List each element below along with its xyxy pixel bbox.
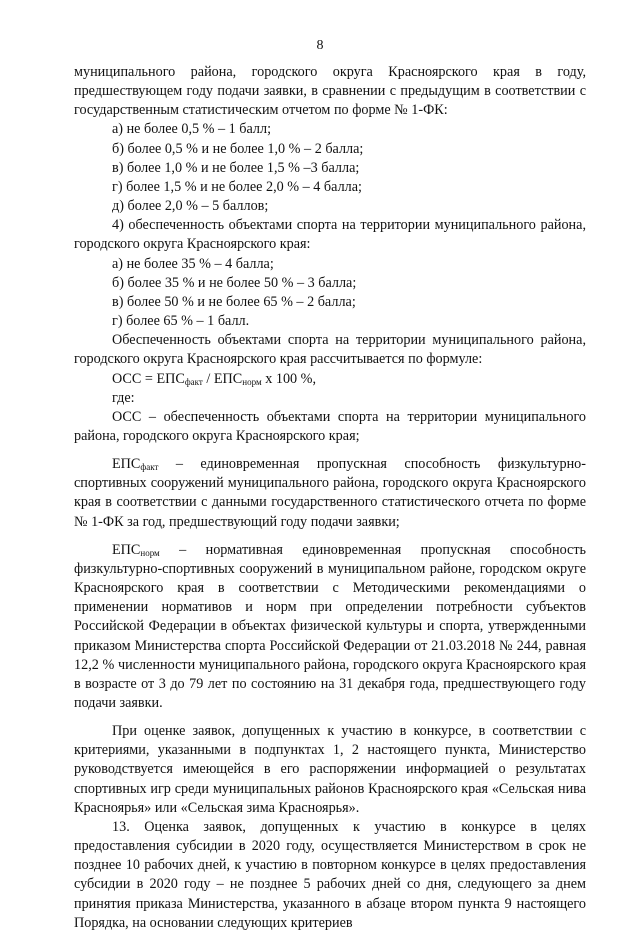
paragraph-intro: муниципального района, городского округа Красноярского края в году, предшествующем году подачи заявки, в сравнении с предыдущим в соответствии с государственным статистическим отчетом по форме № 1-ФК: — [74, 64, 586, 119]
list-item-g-2: г) более 65 % – 1 балл. — [112, 313, 250, 330]
definition-osc: ОСС – обеспеченность объектами спорта на территории муниципального района, городского округа Красноярского края; — [74, 408, 586, 444]
definition-eps-fact — [74, 455, 586, 532]
formula-mid: / ЕПС — [202, 370, 243, 387]
list-item-d-1: д) более 2,0 % – 5 баллов; — [112, 198, 269, 215]
page-number: 8 — [316, 38, 324, 53]
definition-eps-norm — [74, 541, 586, 713]
spacer — [74, 532, 586, 541]
formula-rhs: х 100 %, — [261, 370, 317, 387]
spacer — [74, 446, 586, 455]
list-item-b-1: б) более 0,5 % и не более 1,0 % – 2 балла; — [112, 140, 364, 157]
eps-norm-subscript: норм — [140, 547, 160, 558]
document-body — [74, 63, 586, 933]
eps-fact-symbol: ЕПС — [112, 456, 141, 473]
formula-subscript-norm: норм — [242, 376, 262, 387]
eps-fact-text: – единовременная пропускная способность физкультурно-спортивных сооружений муниципального района, городского округа Красноярского края в соответствии с данными государственного статистического отчета по форме № 1-ФК за год, предшествующий году подачи заявки; — [74, 456, 586, 530]
spacer — [74, 713, 586, 722]
paragraph-13: 13. Оценка заявок, допущенных к участию в конкурсе в целях предоставления субсидии в 2020 году, осуществляется Министерством в срок не позднее 10 рабочих дней, к участию в повторном конкурсе в целях предоставления субсидии в 2020 году – не позднее 5 рабочих дней со дня, следующего за днем принятия приказа Министерства, указанного в абзаце втором пункта 9 настоящего Порядка, на основании следующих критериев — [74, 818, 586, 931]
where-label: где: — [112, 389, 135, 406]
formula-lhs: ОСС = ЕПС — [112, 370, 185, 387]
list-item-v-2: в) более 50 % и не более 65 % – 2 балла; — [112, 293, 356, 310]
eps-fact-subscript: факт — [140, 462, 159, 473]
list-item-b-2: б) более 35 % и не более 50 % – 3 балла; — [112, 274, 357, 291]
eps-norm-symbol: ЕПС — [112, 541, 141, 558]
formula — [74, 370, 586, 389]
list-item-a-2: а) не более 35 % – 4 балла; — [112, 255, 274, 272]
list-item-a-1: а) не более 0,5 % – 1 балл; — [112, 121, 272, 138]
criterion-4: 4) обеспеченность объектами спорта на территории муниципального района, городского округа Красноярского края: — [74, 217, 586, 253]
list-item-v-1: в) более 1,0 % и не более 1,5 % –3 балла; — [112, 159, 360, 176]
paragraph-assessment: При оценке заявок, допущенных к участию в конкурсе, в соответствии с критериями, указанными в подпунктах 1, 2 настоящего пункта, Министерство руководствуется имеющейся в его распоряжении информацией о результатах спортивных игр среди муниципальных районов Красноярского края «Сельская нива Красноярья» или «Сельская зима Красноярья». — [74, 723, 586, 816]
list-item-g-1: г) более 1,5 % и не более 2,0 % – 4 балла; — [112, 178, 362, 195]
paragraph-osc-intro: Обеспеченность объектами спорта на территории муниципального района, городского округа Красноярского края рассчитывается по формуле: — [74, 332, 586, 368]
formula-subscript-fact: факт — [184, 376, 203, 387]
eps-norm-text: – нормативная единовременная пропускная способность физкультурно-спортивных сооружений в муниципальном районе, городском округе Красноярского края в соответствии с Методическими рекомендациями о применении нормативов и норм при определении потребности субъектов Российской Федерации в объектах физической культуры и спорта, утвержденными приказом Министерства спорта Российской Федерации от 21.03.2018 № 244, равная 12,2 % численности муниципального района, городского округа Красноярского края в возрасте от 3 до 79 лет по состоянию на 31 декабря года, предшествующего году подачи заявки. — [74, 541, 586, 711]
